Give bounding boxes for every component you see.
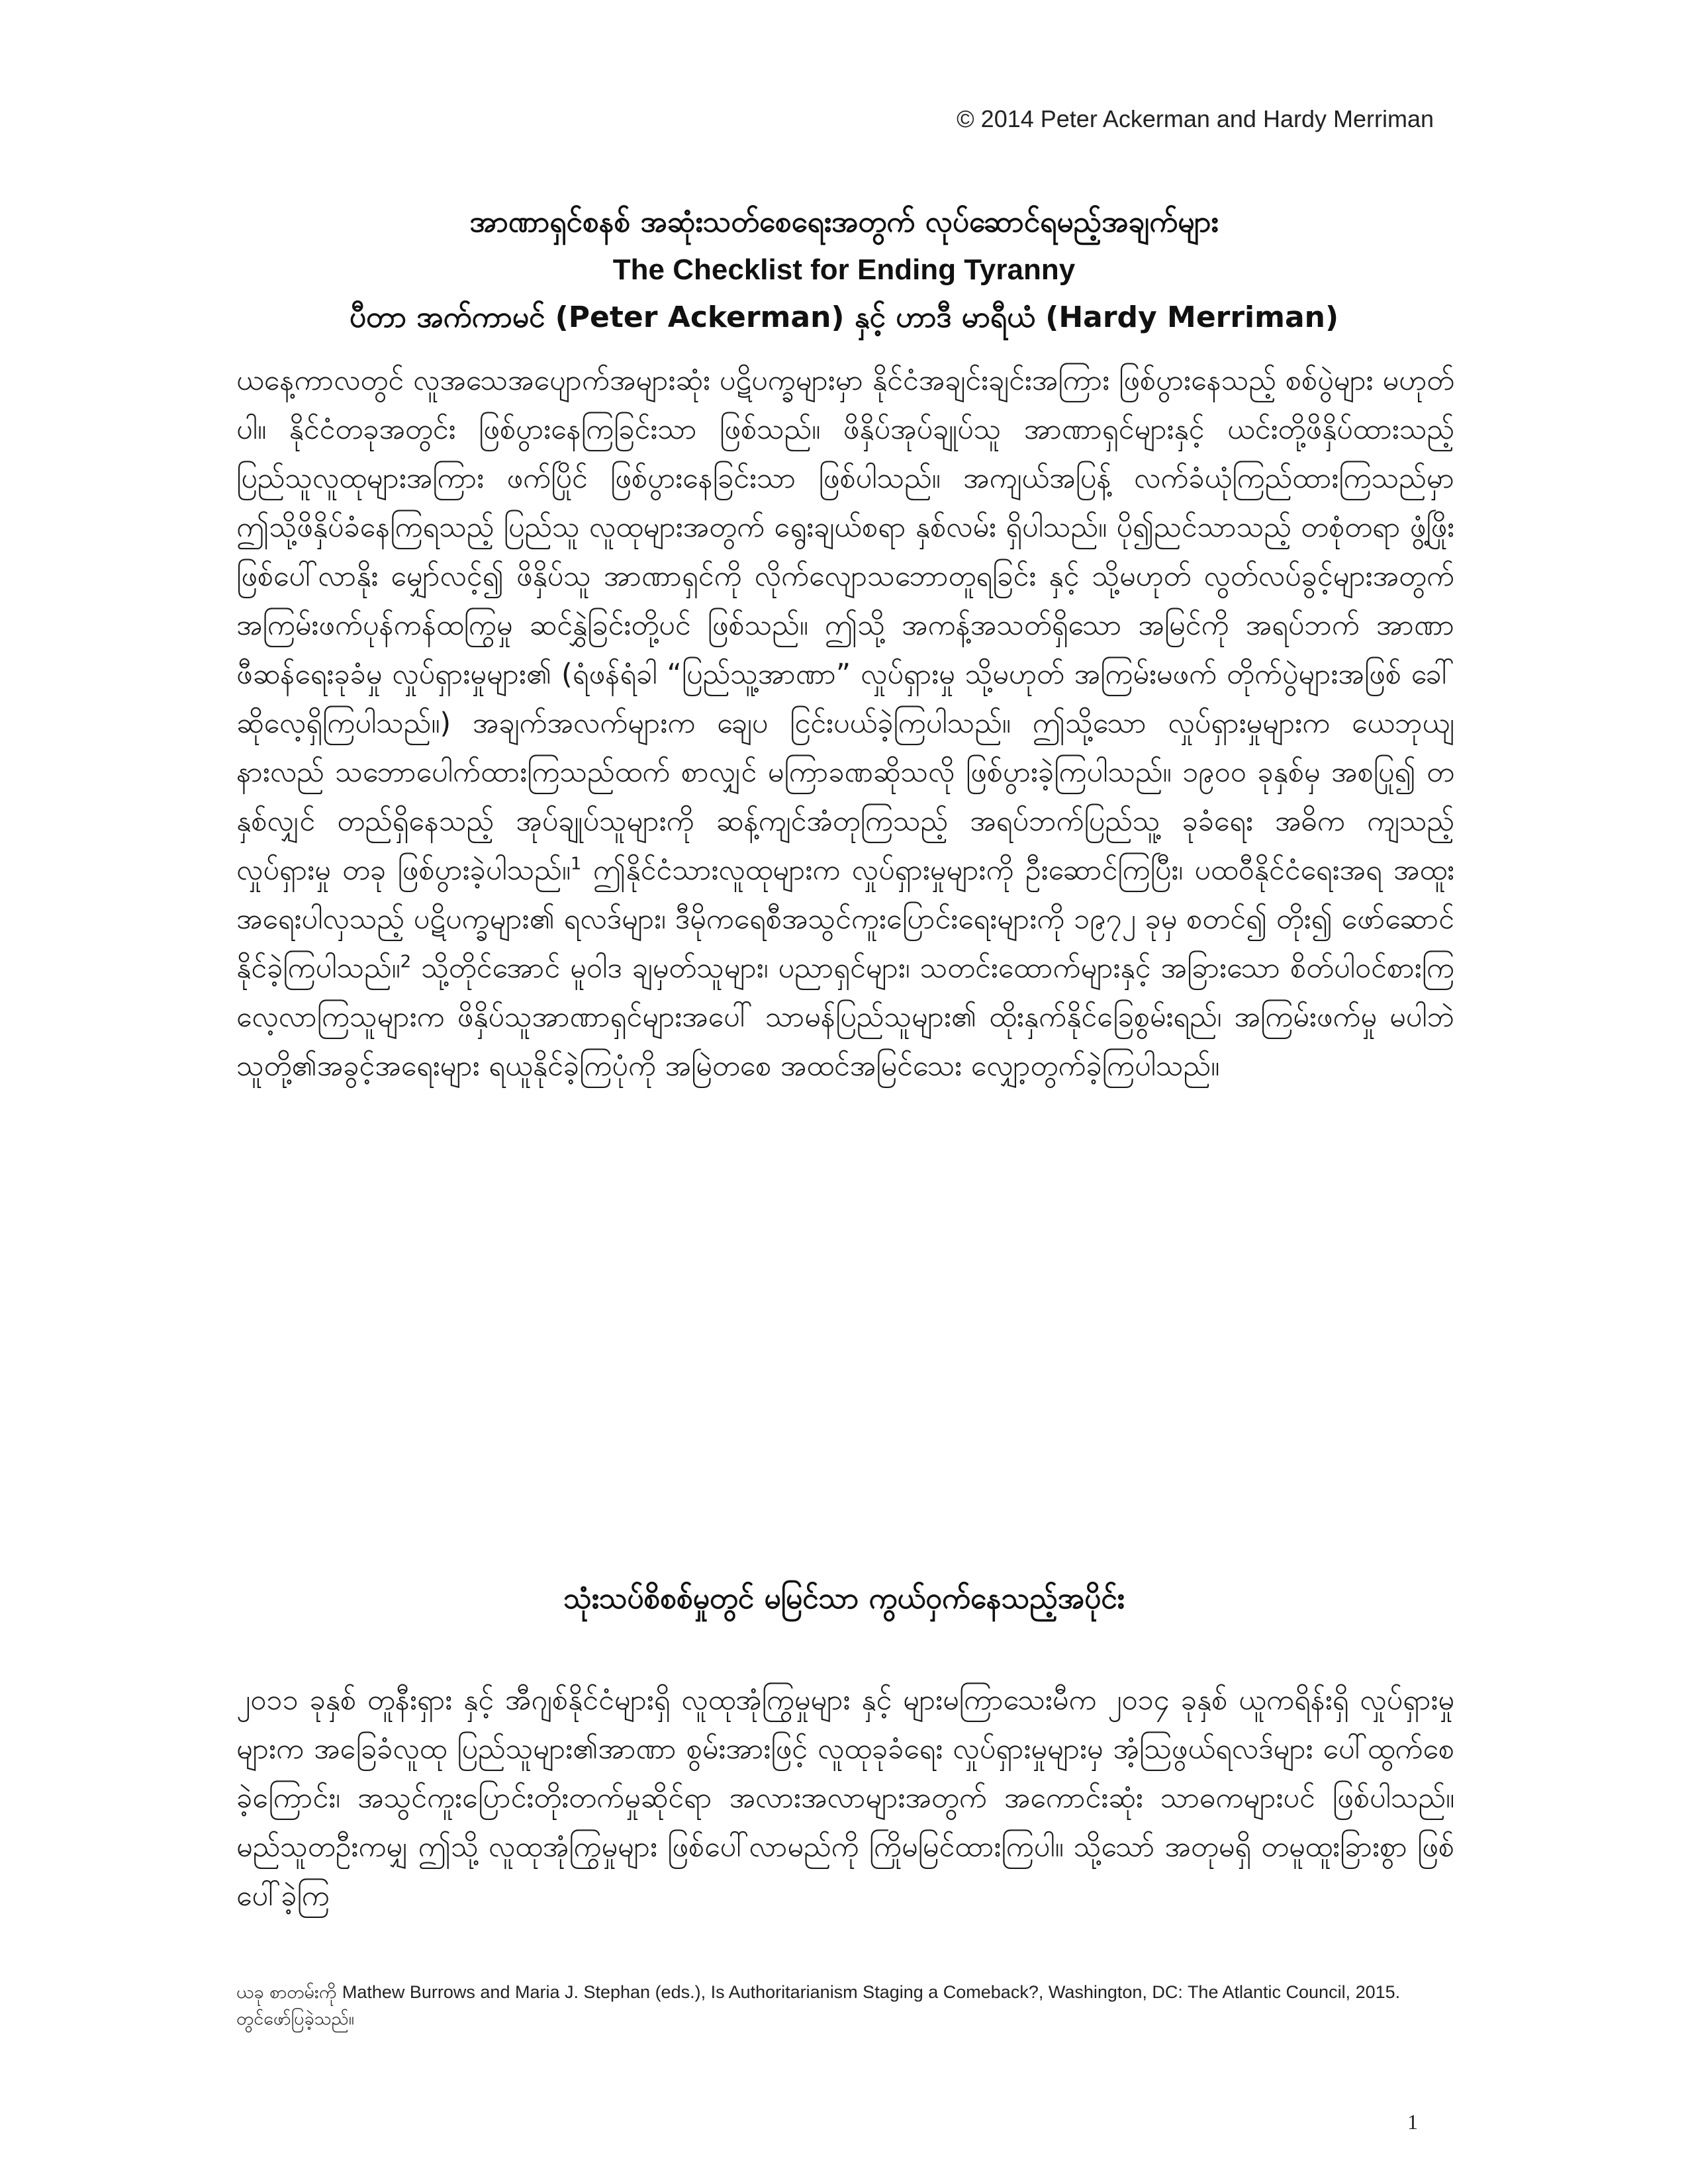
title-english: The Checklist for Ending Tyranny (612, 253, 1076, 286)
page-number: 1 (1407, 2110, 1418, 2134)
footnote (236, 1979, 1468, 2032)
title-block (132, 199, 1556, 341)
footnote-citation: Mathew Burrows and Maria J. Stephan (eds.), Is Authoritarianism Staging a Comeback?, Washington, DC: The Atlantic Council, 2015. (342, 1982, 1401, 2002)
paragraph-intro-text-a: ယနေ့ကာလတွင် လူအသေအပျောက်အများဆုံး ပဋိပက္ခများမှာ နိုင်ငံအချင်းချင်းအကြား ဖြစ်ပွားနေသည့် စစ်ပွဲများ မဟုတ်ပါ။ နိုင်ငံတခုအတွင်း ဖြစ်ပွားနေကြခြင်းသာ ဖြစ်သည်။ ဖိနှိပ်အုပ်ချုပ်သူ အာဏာရှင်များနှင့် ယင်းတို့ဖိနှိပ်ထားသည့် ပြည်သူလူထုများအကြား ဖက်ပြိုင် ဖြစ်ပွားနေခြင်းသာ ဖြစ်ပါသည်။ အကျယ်အပြန့် လက်ခံယုံကြည်ထားကြသည်မှာ ဤသို့ဖိနှိပ်ခံနေကြရသည့် ပြည်သူ လူထုများအတွက် ရွေးချယ်စရာ နှစ်လမ်း ရှိပါသည်။ ပို၍ညင်သာသည့် တစုံတရာ ဖွံ့ဖြိုးဖြစ်ပေါ်လာနိုး မျှော်လင့်၍ ဖိနှိပ်သူ အာဏာရှင်ကို လိုက်လျောသဘောတူရခြင်း နှင့် သို့မဟုတ် လွတ်လပ်ခွင့်များအတွက် အကြမ်းဖက်ပုန်ကန်ထကြွမှု ဆင်နွှဲခြင်းတို့ပင် ဖြစ်သည်။ ဤသို့ အကန့်အသတ်ရှိသော အမြင်ကို အရပ်ဘက် အာဏာဖီဆန်ရေးခုခံမှု လှုပ်ရှားမှုများ၏ (ရံဖန်ရံခါ “ပြည်သူ့အာဏာ” လှုပ်ရှားမှု သို့မဟုတ် အကြမ်းမဖက် တိုက်ပွဲများအဖြစ် ခေါ်ဆိုလေ့ရှိကြပါသည်။) အချက်အလက်များက ချေပ ငြင်းပယ်ခဲ့ကြပါသည်။ ဤသို့သော လှုပ်ရှားမှုများက ယေဘုယျနားလည် သဘောပေါက်ထားကြသည်ထက် စာလျှင် မကြာခဏဆိုသလို ဖြစ်ပွားခဲ့ကြပါသည်။ ၁၉၀၀ ခုနှစ်မှ အစပြု၍ တနှစ်လျှင် တည်ရှိနေသည့် အုပ်ချုပ်သူများကို ဆန့်ကျင်အံတုကြသည့် အရပ်ဘက်ပြည်သူ့ ခုခံရေး အဓိက ကျသည့် လှုပ်ရှားမှု တခု ဖြစ်ပွားခဲ့ပါသည်။ (236, 364, 1454, 887)
footnote-ref-2[interactable]: 2 (400, 952, 412, 972)
copyright-notice: © 2014 Peter Ackerman and Hardy Merriman (957, 105, 1434, 132)
paragraph-intro-text-c: သို့တိုင်အောင် မူဝါဒ ချမှတ်သူများ၊ ပညာရှင်များ၊ သတင်းထောက်များနှင့် အခြားသော စိတ်ပါဝင်စားကြ လေ့လာကြသူများက ဖိနှိပ်သူအာဏာရှင်များအပေါ် သာမန်ပြည်သူများ၏ ထိုးနှက်နိုင်ခြေစွမ်းရည်၊ အကြမ်းဖက်မှု မပါဘဲ သူတို့၏အခွင့်အရေးများ ရယူနိုင်ခဲ့ကြပုံကို အမြဲတစေ အထင်အမြင်သေး လျှော့တွက်ခဲ့ကြပါသည်။ (236, 952, 1454, 1083)
paragraph-intro (236, 356, 1454, 1091)
title-authors: ပီတာ အက်ကာမင် (Peter Ackerman) နှင့် ဟာဒီ မာရီယံ (Hardy Merriman) (349, 300, 1339, 334)
footnote-prefix: ယခု စာတမ်းကို (236, 1982, 342, 2003)
section-heading: သုံးသပ်စိစစ်မှုတွင် မမြင်သာ ကွယ်ဝှက်နေသည့်အပိုင်း (563, 1582, 1125, 1615)
footnote-suffix: တွင်ဖော်ပြခဲ့သည်။ (236, 2009, 354, 2029)
paragraph-analysis: ၂၀၁၁ ခုနှစ် တူနီးရှား နှင့် အီဂျစ်နိုင်ငံများရှိ လူထုအုံကြွမှုများ နှင့် များမကြာသေးမီက ၂၀၁၄ ခုနှစ် ယူကရိန်းရှိ လှုပ်ရှားမှုများက အခြေခံလူထု ပြည်သူများ၏အာဏာ စွမ်းအားဖြင့် လူထုခုခံရေး လှုပ်ရှားမှုများမှ အံ့သြဖွယ်ရလဒ်များ ပေါ်ထွက်စေခဲ့ကြောင်း၊ အသွင်ကူးပြောင်းတိုးတက်မှုဆိုင်ရာ အလားအလာများအတွက် အကောင်းဆုံး သာဓကများပင် ဖြစ်ပါသည်။ မည်သူတဦးကမျှ ဤသို့ လူထုအုံကြွမှုများ ဖြစ်ပေါ်လာမည်ကို ကြိုမမြင်ထားကြပါ။ သို့သော် အတုမရှိ တမူထူးခြားစွာ ဖြစ်ပေါ်ခဲ့ကြ (236, 1684, 1454, 1913)
title-burmese: အာဏာရှင်စနစ် အဆုံးသတ်စေရေးအတွက် လုပ်ဆောင်ရမည့်အချက်များ (469, 205, 1219, 239)
footnote-ref-1[interactable]: 1 (570, 854, 582, 874)
paragraph-intro-text-b: ဤနိုင်ငံသားလူထုများက လှုပ်ရှားမှုများကို ဦးဆောင်ကြပြီး၊ ပထဝီနိုင်ငံရေးအရ အထူးအရေးပါလှသည့် ပဋိပက္ခများ၏ ရလဒ်များ၊ ဒီမိုကရေစီအသွင်ကူးပြောင်းရေးများကို ၁၉၇၂ ခုမှ စတင်၍ တိုး၍ ဖော်ဆောင်နိုင်ခဲ့ကြပါသည်။ (236, 854, 1455, 985)
